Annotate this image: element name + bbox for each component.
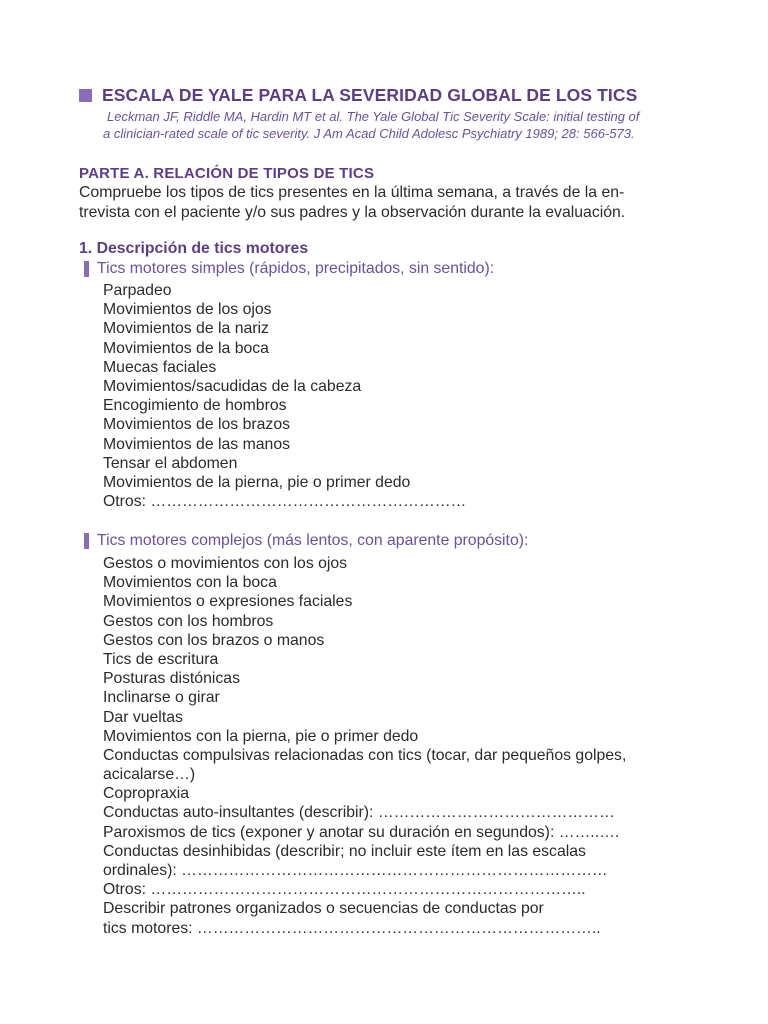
- simple-tics-list: [103, 281, 703, 511]
- list-item: Movimientos de los ojos: [103, 301, 272, 319]
- list-item: Gestos con los hombros: [103, 612, 274, 630]
- citation-line-2: a clinician-rated scale of tic severity. J Am Acad Child Adolesc Psychiatry 1989; 28: 566-573.: [103, 125, 635, 141]
- list-item: Conductas auto-insultantes (describir): ………………………………………: [103, 804, 615, 822]
- complex-tics-label: Tics motores complejos (más lentos, con aparente propósito):: [97, 532, 529, 549]
- list-item: Movimientos de las manos: [103, 435, 291, 453]
- list-item: Conductas desinhibidas (describir; no incluir este ítem en las escalas: [103, 842, 586, 860]
- list-item: Tensar el abdomen: [103, 454, 238, 472]
- list-item: Encogimiento de hombros: [103, 397, 287, 415]
- square-bullet-icon: [79, 89, 92, 102]
- list-item: Movimientos de la pierna, pie o primer dedo: [103, 473, 411, 491]
- list-item: Conductas compulsivas relacionadas con tics (tocar, dar pequeños golpes,: [103, 746, 627, 764]
- section-1-heading: 1. Descripción de tics motores: [79, 240, 309, 257]
- list-item: Movimientos con la boca: [103, 574, 277, 592]
- list-item: Gestos o movimientos con los ojos: [103, 555, 348, 572]
- list-item: Movimientos/sacudidas de la cabeza: [103, 377, 362, 395]
- document-title: [79, 85, 637, 106]
- list-item: Otros: ……………………………………………………: [103, 493, 467, 511]
- list-item: Movimientos de la boca: [103, 339, 269, 357]
- bar-bullet-icon: [84, 533, 89, 549]
- intro-line-2: trevista con el paciente y/o sus padres y la observación durante la evaluación.: [79, 204, 626, 221]
- citation: [103, 109, 703, 142]
- citation-line-1: Leckman JF, Riddle MA, Hardin MT et al. The Yale Global Tic Severity Scale: initial testing of: [107, 109, 640, 124]
- simple-tics-subheading: [84, 260, 494, 278]
- list-item: tics motores: …………………………………………………………………..: [103, 919, 601, 937]
- list-item: Muecas faciales: [103, 358, 217, 376]
- list-item: acicalarse…): [103, 766, 196, 784]
- title-text: ESCALA DE YALE PARA LA SEVERIDAD GLOBAL DE LOS TICS: [102, 85, 638, 105]
- list-item: Paroxismos de tics (exponer y anotar su duración en segundos): ……..….: [103, 823, 620, 841]
- simple-tics-label: Tics motores simples (rápidos, precipitados, sin sentido):: [97, 260, 495, 277]
- list-item: Movimientos de los brazos: [103, 416, 291, 434]
- list-item: Posturas distónicas: [103, 670, 240, 688]
- intro-line-1: Compruebe los tipos de tics presentes en la última semana, a través de la en-: [79, 184, 625, 201]
- part-a-intro: [79, 183, 699, 223]
- list-item: Gestos con los brazos o manos: [103, 631, 325, 649]
- list-item: Movimientos con la pierna, pie o primer dedo: [103, 727, 419, 745]
- bar-bullet-icon: [84, 261, 89, 277]
- complex-tics-subheading: [84, 532, 528, 550]
- list-item: Otros: ………………………………………………………………………..: [103, 881, 586, 899]
- list-item: ordinales): ………………………………………………………………………: [103, 862, 608, 879]
- list-item: Tics de escritura: [103, 650, 219, 668]
- complex-tics-list: [103, 554, 703, 938]
- list-item: Movimientos de la nariz: [103, 320, 269, 338]
- list-item: Inclinarse o girar: [103, 689, 220, 707]
- list-item: Movimientos o expresiones faciales: [103, 593, 353, 611]
- list-item: Parpadeo: [103, 282, 172, 299]
- list-item: Dar vueltas: [103, 708, 183, 726]
- list-item: Copropraxia: [103, 785, 190, 803]
- part-a-heading: PARTE A. RELACIÓN DE TIPOS DE TICS: [79, 165, 375, 182]
- list-item: Describir patrones organizados o secuencias de conductas por: [103, 900, 544, 918]
